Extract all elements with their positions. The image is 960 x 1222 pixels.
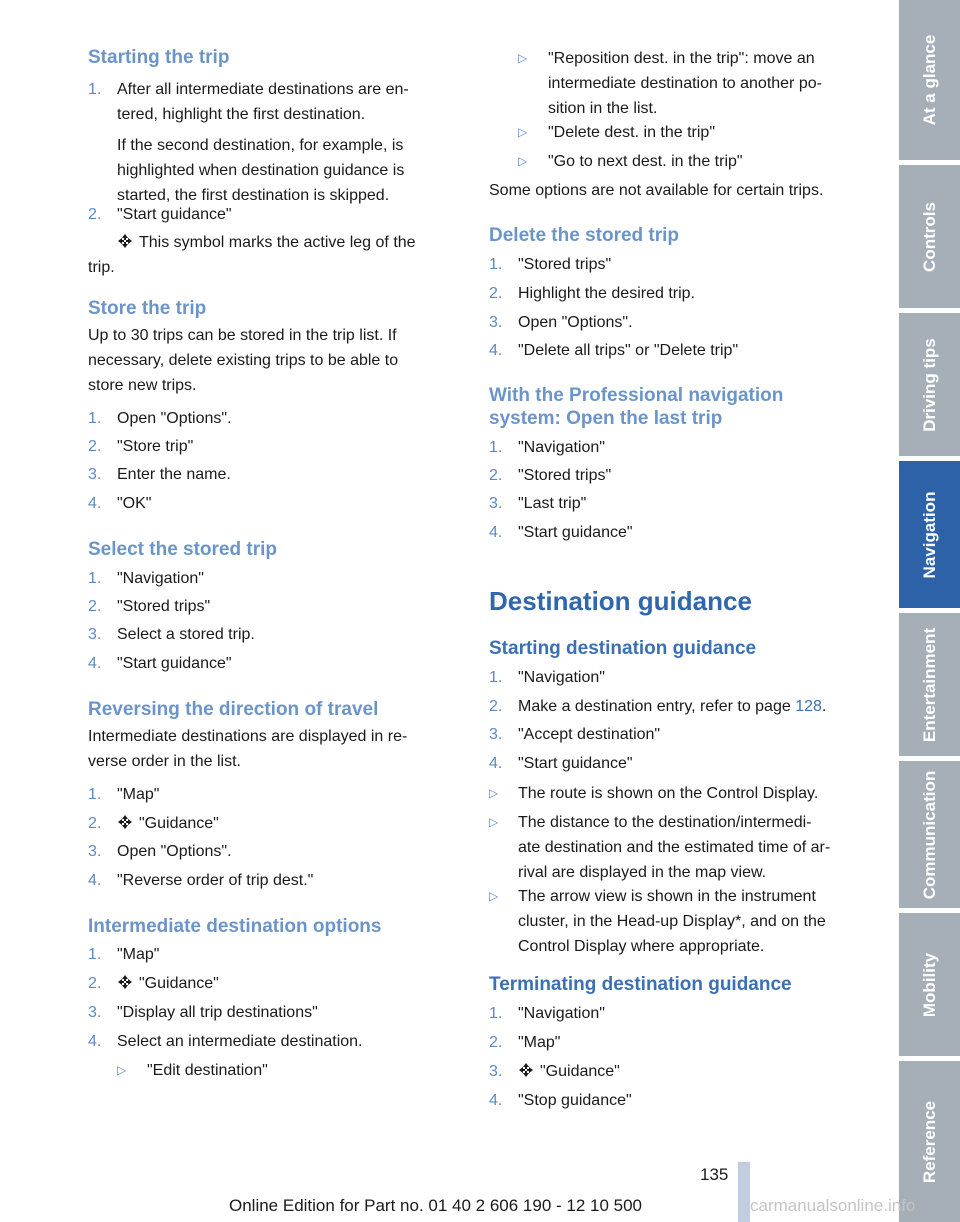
list-item: 1. "Stored trips" — [489, 256, 612, 273]
page-number-bar — [738, 1162, 750, 1222]
guidance-arrows-icon — [518, 1062, 534, 1078]
list-item: 1. "Navigation" — [489, 439, 605, 456]
list-item: 3. Open "Options". — [489, 314, 633, 331]
heading-destination-guidance: Destination guidance — [489, 586, 752, 616]
list-item: 2. "Guidance" — [88, 975, 219, 992]
heading-professional: With the Professional navigation system: Open the last trip — [489, 385, 784, 429]
store-intro: Up to 30 trips can be stored in the trip list. If necessary, delete existing trips to be able to store new trips. — [88, 327, 399, 394]
list-item: 2. "Stored trips" — [489, 467, 612, 484]
guidance-arrows-icon — [117, 233, 133, 249]
triangle-bullet-icon: ▷ — [489, 786, 499, 800]
list-item: 2. "Start guidance" — [88, 206, 232, 223]
bullet-item: ▷ The distance to the destination/intermedi- ate destination and the estimated time of ar- rival are displayed in the map view. — [489, 810, 830, 885]
list-item: 3. Select a stored trip. — [88, 626, 255, 643]
list-item: 4. "Start guidance" — [489, 524, 633, 541]
bullet-item: ▷ The arrow view is shown in the instrument cluster, in the Head-up Display*, and on the Control Display where appropriate. — [489, 884, 826, 959]
list-item: 3. "Guidance" — [489, 1063, 620, 1080]
tab-reference[interactable]: Reference — [899, 1061, 960, 1222]
tab-navigation[interactable]: Navigation — [899, 461, 960, 608]
triangle-bullet-icon: ▷ — [518, 125, 528, 139]
list-item: 3. Enter the name. — [88, 466, 231, 483]
symbol-note: This symbol marks the active leg of the trip. — [88, 234, 416, 276]
heading-starting-guidance: Starting destination guidance — [489, 638, 757, 659]
bullet-item: ▷ "Delete dest. in the trip" — [518, 120, 715, 145]
reversing-intro: Intermediate destinations are displayed in re- verse order in the list. — [88, 728, 408, 770]
watermark: carmanualsonline.info — [750, 1196, 916, 1215]
triangle-bullet-icon: ▷ — [117, 1063, 127, 1077]
list-item: 4. "Start guidance" — [88, 655, 232, 672]
list-item: 3. "Display all trip destinations" — [88, 1004, 318, 1021]
options-note: Some options are not available for certain trips. — [489, 182, 824, 199]
triangle-bullet-icon: ▷ — [489, 889, 499, 903]
heading-terminating-guidance: Terminating destination guidance — [489, 974, 792, 995]
heading-store-trip: Store the trip — [88, 298, 207, 319]
list-item: 3. Open "Options". — [88, 843, 232, 860]
tab-driving-tips[interactable]: Driving tips — [899, 313, 960, 456]
tab-mobility[interactable]: Mobility — [899, 913, 960, 1056]
list-item: 4. "OK" — [88, 495, 152, 512]
list-item: 1. "Navigation" — [88, 570, 204, 587]
list-item: 4. "Reverse order of trip dest." — [88, 872, 314, 889]
heading-intermediate: Intermediate destination options — [88, 916, 382, 937]
page-link[interactable]: 128 — [795, 698, 822, 715]
guidance-arrows-icon — [117, 974, 133, 990]
list-item: 4. Select an intermediate destination. — [88, 1033, 363, 1050]
heading-select-stored: Select the stored trip — [88, 539, 277, 560]
list-item: 1. "Map" — [88, 946, 160, 963]
list-item: 2. Make a destination entry, refer to page 128. — [489, 698, 827, 715]
list-item: 1. Open "Options". — [88, 410, 232, 427]
heading-reversing: Reversing the direction of travel — [88, 699, 379, 720]
list-item: 2. "Store trip" — [88, 438, 194, 455]
list-item: 2. "Stored trips" — [88, 598, 211, 615]
guidance-arrows-icon — [117, 814, 133, 830]
page-number: 135 — [700, 1165, 729, 1184]
list-item: 4. "Delete all trips" or "Delete trip" — [489, 342, 739, 359]
list-item: 2. Highlight the desired trip. — [489, 285, 695, 302]
list-item: 2. "Guidance" — [88, 815, 219, 832]
heading-delete-stored: Delete the stored trip — [489, 225, 680, 246]
triangle-bullet-icon: ▷ — [518, 154, 528, 168]
bullet-item: ▷ "Edit destination" — [117, 1058, 268, 1083]
tab-entertainment[interactable]: Entertainment — [899, 613, 960, 756]
step-note: If the second destination, for example, is highlighted when destination guidance is started, the first destination is skipped. — [117, 137, 405, 204]
bullet-item: ▷ The route is shown on the Control Display. — [489, 781, 818, 806]
list-item: 3. "Last trip" — [489, 495, 587, 512]
list-item: 3. "Accept destination" — [489, 726, 661, 743]
bullet-item: ▷ "Go to next dest. in the trip" — [518, 149, 743, 174]
list-item: 1. "Navigation" — [489, 1005, 605, 1022]
list-item: 1. After all intermediate destinations are en- tered, highlight the first destination. — [88, 81, 409, 123]
triangle-bullet-icon: ▷ — [489, 815, 499, 829]
list-item: 2. "Map" — [489, 1034, 561, 1051]
tab-at-a-glance[interactable]: At a glance — [899, 0, 960, 160]
list-item: 1. "Map" — [88, 786, 160, 803]
tab-controls[interactable]: Controls — [899, 165, 960, 308]
heading-starting-trip: Starting the trip — [88, 47, 230, 68]
list-item: 1. "Navigation" — [489, 669, 605, 686]
bullet-item: ▷ "Reposition dest. in the trip": move an intermediate destination to another po- sition in the list. — [518, 46, 822, 121]
list-item: 4. "Stop guidance" — [489, 1092, 632, 1109]
section-tabs — [899, 0, 960, 1222]
list-item: 4. "Start guidance" — [489, 755, 633, 772]
triangle-bullet-icon: ▷ — [518, 51, 528, 65]
footer-edition: Online Edition for Part no. 01 40 2 606 190 - 12 10 500 — [229, 1196, 643, 1215]
tab-communication[interactable]: Communication — [899, 761, 960, 908]
